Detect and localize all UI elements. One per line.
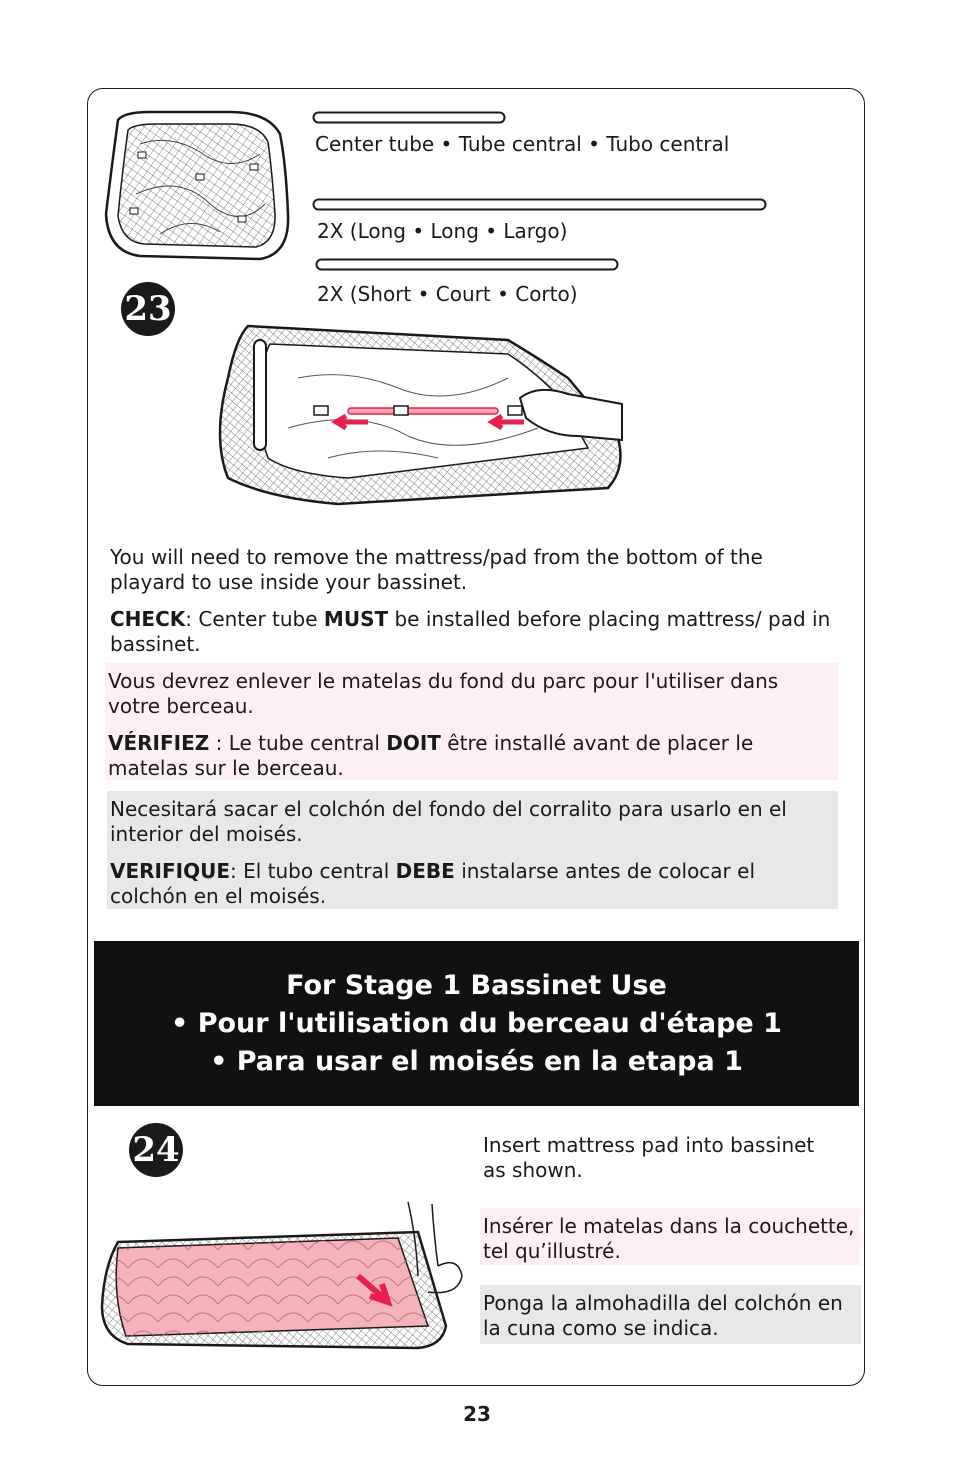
check-es: VERIFIQUE: El tubo central DEBE instalarse antes de colocar el colchón en el moisés.: [110, 859, 755, 908]
long-tube-illustration: [312, 198, 767, 212]
page-number: 23: [463, 1402, 491, 1426]
long-tubes-label: 2X (Long • Long • Largo): [317, 219, 568, 243]
step24-text-fr-box: [480, 1208, 861, 1265]
playard-center-tube-illustration: [208, 318, 628, 510]
check-en: CHECK: Center tube MUST be installed before placing mattress/ pad in bassinet.: [110, 607, 831, 656]
instructions-english: [107, 539, 838, 669]
step24-text-es-box: [480, 1285, 861, 1344]
intro-fr: Vous devrez enlever le matelas du fond du parc pour l'utiliser dans votre berceau.: [108, 669, 779, 718]
banner-line-fr: • Pour l'utilisation du berceau d'étape 1: [171, 1008, 782, 1039]
intro-en: You will need to remove the mattress/pad from the bottom of the playard to use inside your bassinet.: [110, 545, 763, 594]
instructions-spanish: [107, 791, 838, 909]
step24-text-fr: Insérer le matelas dans la couchette, tel qu’illustré.: [483, 1214, 855, 1263]
step24-text-es: Ponga la almohadilla del colchón en la cuna como se indica.: [483, 1291, 843, 1340]
step24-text-en: Insert mattress pad into bassinet as shown.: [483, 1133, 815, 1182]
step-number-badge-24: 24: [129, 1123, 183, 1177]
intro-es: Necesitará sacar el colchón del fondo del corralito para usarlo en el interior del moisés.: [110, 797, 787, 846]
instructions-french: [105, 663, 838, 780]
mattress-pad-illustration: [100, 104, 296, 262]
short-tubes-label: 2X (Short • Court • Corto): [317, 282, 578, 306]
bassinet-mattress-illustration: [98, 1196, 466, 1356]
section-banner: [94, 941, 859, 1106]
banner-line-en: For Stage 1 Bassinet Use: [286, 970, 667, 1001]
center-tube-label: Center tube • Tube central • Tubo central: [315, 132, 730, 156]
short-tube-illustration: [315, 258, 619, 272]
center-tube-illustration: [312, 111, 506, 125]
step-number-badge-23: 23: [121, 282, 175, 336]
banner-line-es: • Para usar el moisés en la etapa 1: [210, 1046, 743, 1077]
check-fr: VÉRIFIEZ : Le tube central DOIT être installé avant de placer le matelas sur le berceau.: [108, 731, 754, 780]
